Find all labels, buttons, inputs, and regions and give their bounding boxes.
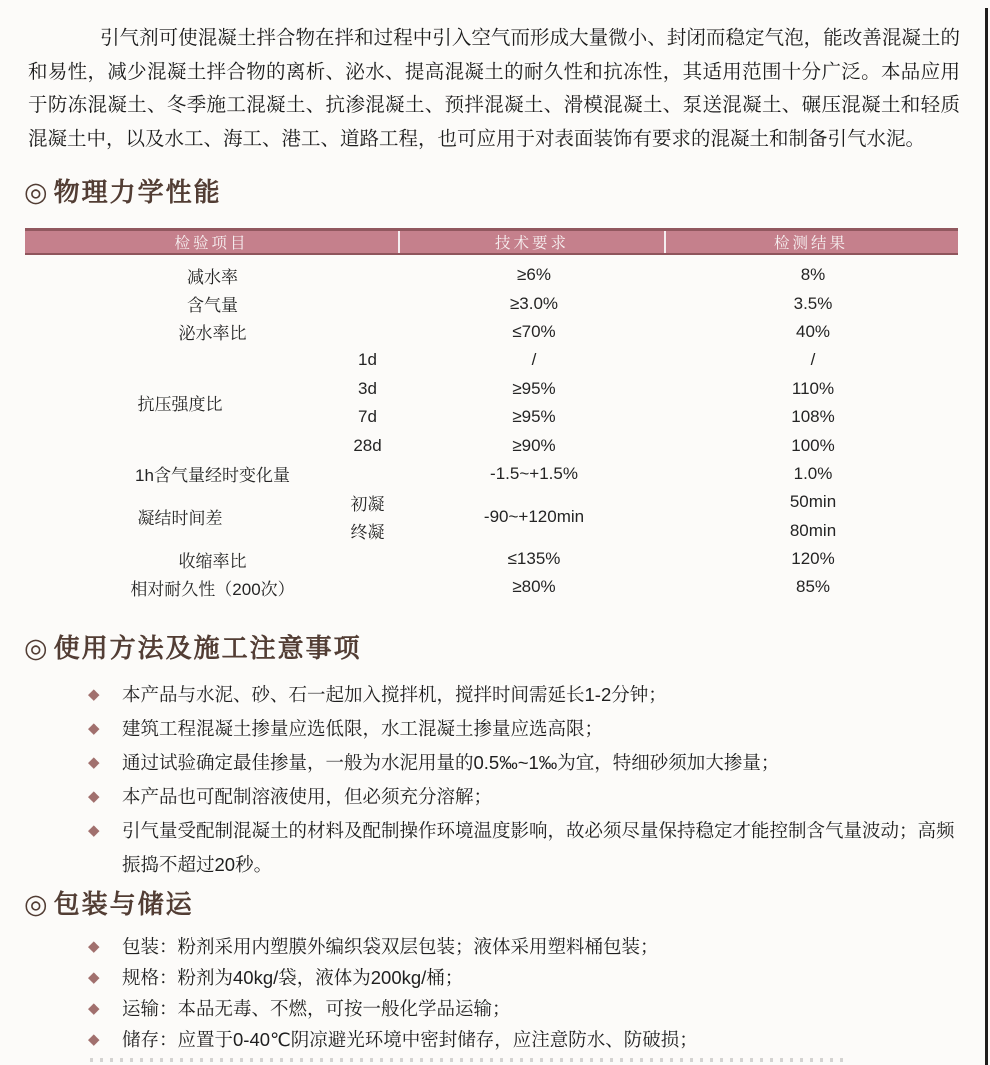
- table-cell-requirement: ≥3.0%: [509, 293, 559, 313]
- table-subrow-label: 初凝: [350, 494, 385, 514]
- diamond-bullet-icon: ◆: [88, 686, 100, 703]
- table-subrow-label: 28d: [353, 435, 382, 455]
- list-item-text: 通过试验确定最佳掺量，一般为水泥用量的0.5‰~1‰为宜，特细砂须加大掺量；: [122, 752, 780, 773]
- table-row: [25, 573, 958, 601]
- list-item-text: 包装：粉剂采用内塑膜外编织袋双层包装；液体采用塑料桶包装；: [122, 936, 659, 957]
- diamond-bullet-icon: ◆: [88, 969, 100, 986]
- section-title-packing-storage: [24, 884, 194, 921]
- table-subrow-requirement: ≥90%: [512, 435, 556, 455]
- section-title-text: 物理力学性能: [53, 177, 222, 207]
- list-item-text: 储存：应置于0-40℃阴凉避光环境中密封储存，应注意防水、防破损；: [122, 1029, 698, 1050]
- list-item: [88, 962, 968, 993]
- table-subrow-label: 3d: [358, 378, 377, 398]
- table-cell-result: [668, 346, 958, 460]
- table-row: [25, 346, 958, 460]
- section-title-usage-notes: [24, 628, 362, 665]
- table-row: [25, 289, 958, 317]
- section-title-text: 使用方法及施工注意事项: [53, 633, 362, 663]
- table-subrow-requirement: /: [531, 350, 537, 370]
- table-cell-result: 1.0%: [793, 463, 833, 483]
- table-cell-requirement: [400, 346, 668, 460]
- table-header-row: [25, 228, 958, 255]
- intro-paragraph: 引气剂可使混凝土拌合物在拌和过程中引入空气而形成大量微小、封闭而稳定气泡，能改善混凝土的和易性，减少混凝土拌合物的离析、泌水、提高混凝土的耐久性和抗冻性，其适用范围十分广泛。本品应用于防冻混凝土、冬季施工混凝土、抗渗混凝土、预拌混凝土、滑模混凝土、泵送混凝土、碾压混凝土和轻质混凝土中，以及水工、海工、港工、道路工程，也可应用于对表面装饰有要求的混凝土和制备引气水泥。: [28, 27, 960, 150]
- table-group-label: 凝结时间差: [137, 509, 223, 529]
- table-cell-requirement: ≥80%: [512, 577, 556, 597]
- table-cell-result: 120%: [791, 549, 835, 569]
- list-item-text: 规格：粉剂为40kg/袋，液体为200kg/桶；: [122, 967, 464, 988]
- table-header-cell: 检验项目: [25, 231, 400, 253]
- section-title-text: 包装与储运: [53, 889, 194, 919]
- table-cell-item: 收缩率比: [178, 551, 247, 571]
- table-subrow-result: 80min: [789, 520, 837, 540]
- table-subrow-label: 7d: [358, 407, 377, 427]
- cutoff-text-line: [90, 1058, 850, 1062]
- list-item-text: 引气量受配制混凝土的材料及配制操作环境温度影响，故必须尽量保持稳定才能控制含气量波动；高频振捣不超过20秒。: [122, 820, 955, 875]
- list-item: [88, 1024, 968, 1055]
- table-cell-item: 泌水率比: [178, 324, 247, 344]
- table-cell-requirement: -1.5~+1.5%: [490, 463, 578, 483]
- table-subrow-result: 100%: [791, 435, 835, 455]
- diamond-bullet-icon: ◆: [88, 1031, 100, 1048]
- table-subrow-requirement: ≥95%: [512, 378, 556, 398]
- table-header-cell: 检测结果: [773, 235, 848, 252]
- diamond-bullet-icon: ◆: [88, 938, 100, 955]
- table-subrow-requirement: ≥95%: [512, 407, 556, 427]
- table-cell-requirement: ≤135%: [507, 549, 561, 569]
- properties-table: [25, 228, 958, 602]
- list-item-text: 运输：本品无毒、不燃，可按一般化学品运输；: [122, 998, 511, 1019]
- table-row: [25, 318, 958, 346]
- table-cell-result: 40%: [795, 321, 831, 341]
- page-edge-border: [985, 8, 988, 1065]
- table-subrow-labels: [335, 488, 400, 545]
- table-cell-item: 含气量: [187, 296, 238, 316]
- table-cell-item: 相对耐久性（200次）: [130, 579, 295, 599]
- table-subrow-result: /: [810, 350, 816, 370]
- list-item-text: 建筑工程混凝土掺量应选低限，水工混凝土掺量应选高限；: [122, 718, 604, 739]
- diamond-bullet-icon: ◆: [88, 720, 100, 737]
- table-cell-item-group: [25, 346, 400, 460]
- list-item: [88, 993, 968, 1024]
- table-row: [25, 545, 958, 573]
- table-cell-item-group: [25, 488, 400, 545]
- table-row: [25, 460, 958, 488]
- list-item: [88, 746, 968, 780]
- table-cell-item: 减水率: [187, 267, 238, 287]
- table-cell-result: 3.5%: [793, 293, 833, 313]
- double-circle-icon: ◎: [24, 889, 48, 919]
- diamond-bullet-icon: ◆: [88, 1000, 100, 1017]
- list-item: [88, 931, 968, 962]
- table-subrow-labels: [335, 346, 400, 460]
- diamond-bullet-icon: ◆: [88, 822, 100, 839]
- table-row: [25, 488, 958, 545]
- double-circle-icon: ◎: [24, 633, 48, 663]
- table-cell-requirement: ≤70%: [512, 321, 556, 341]
- table-subrow-result: 108%: [791, 407, 835, 427]
- list-item: [88, 712, 968, 746]
- table-body: [25, 255, 958, 602]
- table-cell-result: [668, 488, 958, 545]
- list-item: [88, 814, 968, 882]
- table-subrow-label: 终凝: [350, 523, 385, 543]
- table-group-label: 抗压强度比: [137, 395, 223, 415]
- section-title-physical-properties: [24, 172, 222, 209]
- list-item: [88, 780, 968, 814]
- list-item: [88, 678, 968, 712]
- table-cell-requirement: ≥6%: [517, 265, 551, 285]
- table-row: [25, 261, 958, 289]
- diamond-bullet-icon: ◆: [88, 788, 100, 805]
- table-cell-result: 85%: [795, 577, 831, 597]
- usage-notes-list: [88, 678, 968, 882]
- diamond-bullet-icon: ◆: [88, 754, 100, 771]
- packing-storage-list: [88, 931, 968, 1055]
- table-cell-item: 1h含气量经时变化量: [135, 466, 290, 486]
- list-item-text: 本产品与水泥、砂、石一起加入搅拌机，搅拌时间需延长1-2分钟；: [122, 684, 667, 705]
- table-subrow-result: 50min: [789, 492, 837, 512]
- table-cell-requirement: -90~+120min: [483, 506, 585, 526]
- table-cell-result: 8%: [800, 265, 826, 285]
- table-header-cell: 技术要求: [400, 231, 666, 253]
- table-subrow-label: 1d: [358, 350, 377, 370]
- list-item-text: 本产品也可配制溶液使用，但必须充分溶解；: [122, 786, 493, 807]
- double-circle-icon: ◎: [24, 177, 48, 207]
- table-subrow-result: 110%: [791, 378, 835, 398]
